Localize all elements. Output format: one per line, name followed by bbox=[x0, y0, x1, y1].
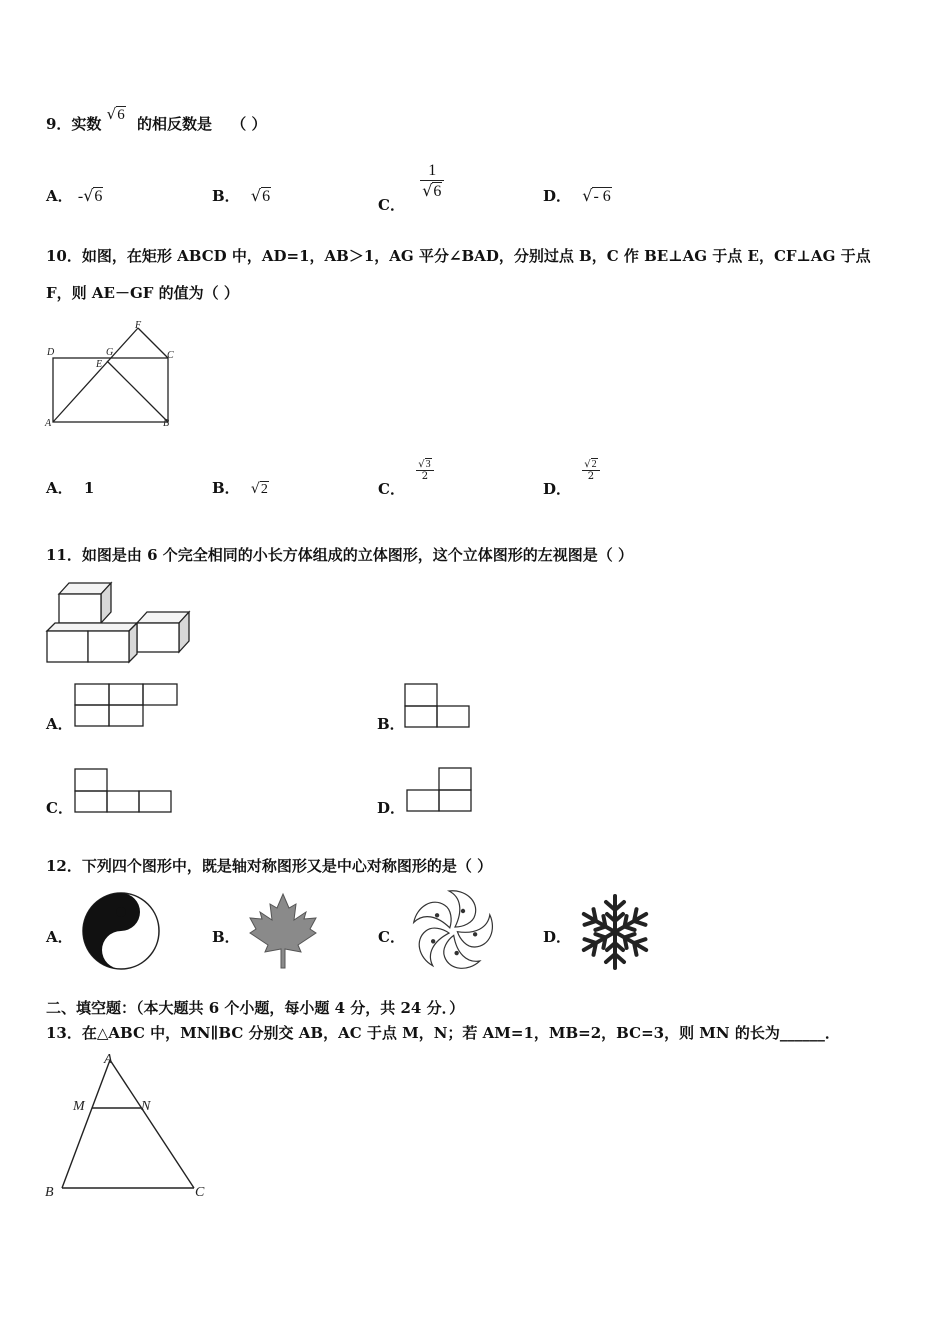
option-letter: A． bbox=[46, 479, 73, 497]
option-radicand: 6 bbox=[262, 188, 271, 205]
label-a: A bbox=[104, 1052, 113, 1067]
option-radicand: - 6 bbox=[593, 188, 611, 205]
option-letter: C． bbox=[46, 799, 73, 817]
q9-stem-text-b: 的相反数是 bbox=[136, 115, 212, 133]
option-radicand: 6 bbox=[94, 188, 103, 205]
section2-heading: 二、填空题：（本大题共 6 个小题，每小题 4 分，共 24 分．） bbox=[46, 999, 465, 1017]
segment-ag bbox=[53, 328, 138, 422]
q9-option-d[interactable]: D． √- 6 bbox=[543, 186, 611, 205]
bottom-row-top-face bbox=[47, 623, 137, 631]
option-numerator: 1 bbox=[420, 162, 444, 181]
option-value: 1 bbox=[83, 479, 95, 497]
q12-option-c[interactable] bbox=[378, 926, 405, 947]
option-radicand: 2 bbox=[260, 482, 268, 497]
q10-rectangle-figure bbox=[40, 318, 190, 433]
option-letter: D． bbox=[543, 187, 572, 205]
q10-option-c[interactable]: C． $\frac{√3}{2}$ bbox=[378, 458, 434, 482]
q12-option-d[interactable] bbox=[543, 926, 571, 947]
option-prefix: - bbox=[77, 188, 84, 205]
q12-stem: 12．下列四个图形中，既是轴对称图形又是中心对称图形的是（ ） bbox=[46, 857, 493, 875]
q9-radical: √6 bbox=[106, 105, 125, 123]
q9-stem bbox=[46, 105, 267, 134]
q11-stem: 11．如图是由 6 个完全相同的小长方体组成的立体图形，这个立体图形的左视图是（ ） bbox=[46, 546, 633, 564]
q9-option-a[interactable]: A． -√6 bbox=[46, 186, 103, 205]
q9-stem-text-a: 9．实数 bbox=[46, 115, 102, 133]
q11-option-d[interactable] bbox=[377, 767, 406, 817]
label-e: E bbox=[96, 359, 103, 370]
q12-option-b[interactable] bbox=[212, 926, 240, 947]
option-letter: C． bbox=[378, 480, 405, 498]
label-c: C bbox=[167, 350, 174, 361]
q11-option-d-view bbox=[405, 767, 480, 815]
side-ac bbox=[110, 1060, 194, 1188]
segment-cf bbox=[138, 328, 168, 358]
q10-option-b[interactable]: B． √2 bbox=[212, 479, 268, 497]
option-letter: A． bbox=[46, 715, 73, 733]
q9-option-c[interactable]: C． $\frac{1}{√6}$ bbox=[378, 162, 444, 201]
q10-stem-line2: F，则 AE－GF 的值为（ ） bbox=[46, 284, 239, 302]
option-numerator-radicand: 3 bbox=[425, 458, 431, 470]
top-block-front-face bbox=[59, 594, 101, 623]
option-letter: A． bbox=[46, 187, 73, 205]
q11-option-a[interactable] bbox=[46, 683, 73, 733]
option-radicand: 6 bbox=[433, 183, 442, 200]
option-numerator-radicand: 2 bbox=[591, 458, 597, 470]
option-letter: D． bbox=[377, 799, 406, 817]
option-letter: A． bbox=[46, 928, 73, 946]
bottom-block-middle bbox=[88, 631, 129, 662]
label-n: N bbox=[141, 1099, 151, 1114]
option-denominator: 2 bbox=[421, 470, 429, 482]
q10-stem-line1: 10．如图，在矩形 ABCD 中，AD=1，AB＞1，AG 平分∠BAD，分别过点 B，C 作 BE⊥AG 于点 E，CF⊥AG 于点 bbox=[46, 247, 871, 265]
q11-option-a-view bbox=[74, 683, 184, 729]
q12-option-a[interactable] bbox=[46, 926, 73, 947]
q13-stem: 13．在△ABC 中，MN∥BC 分别交 AB，AC 于点 M，N；若 AM=1，MB=2，BC=3，则 MN 的长为______． bbox=[46, 1024, 840, 1042]
option-letter: B． bbox=[212, 928, 240, 946]
label-g: G bbox=[106, 347, 114, 358]
q9-radicand: 6 bbox=[117, 107, 125, 123]
option-letter: D． bbox=[543, 480, 572, 498]
label-b: B bbox=[163, 418, 170, 429]
q9-option-b[interactable]: B． √6 bbox=[212, 186, 271, 205]
label-f: F bbox=[135, 320, 142, 331]
option-letter: C． bbox=[378, 928, 405, 946]
bauhinia-flower-icon bbox=[404, 886, 502, 976]
label-b: B bbox=[45, 1185, 54, 1200]
option-denominator: 2 bbox=[587, 470, 595, 482]
q11-solid-figure bbox=[44, 578, 199, 670]
label-m: M bbox=[73, 1099, 85, 1114]
rectangle-abcd bbox=[53, 358, 168, 422]
q11-option-b[interactable] bbox=[377, 683, 405, 733]
maple-leaf-icon bbox=[240, 888, 326, 974]
side-ab bbox=[62, 1060, 110, 1188]
q10-option-a[interactable] bbox=[46, 477, 94, 498]
right-block-front-face bbox=[137, 623, 179, 652]
snowflake-icon bbox=[572, 890, 658, 974]
option-letter: B． bbox=[212, 479, 240, 497]
option-letter: B． bbox=[377, 715, 405, 733]
q11-option-c-view bbox=[74, 767, 184, 815]
q11-option-b-view bbox=[403, 683, 478, 729]
q11-option-c[interactable] bbox=[46, 767, 73, 817]
label-d: D bbox=[47, 347, 55, 358]
q9-answer-paren: （ ） bbox=[231, 115, 267, 133]
label-a: A bbox=[45, 418, 52, 429]
option-letter: D． bbox=[543, 928, 572, 946]
yin-yang-icon bbox=[76, 888, 166, 974]
option-letter: C． bbox=[378, 195, 405, 214]
q10-option-d[interactable]: D． $\frac{√2}{2}$ bbox=[543, 458, 600, 482]
bottom-block-left bbox=[47, 631, 88, 662]
option-letter: B． bbox=[212, 187, 240, 205]
segment-be bbox=[107, 361, 168, 422]
label-c: C bbox=[195, 1185, 205, 1200]
q13-triangle-figure bbox=[40, 1050, 215, 1202]
